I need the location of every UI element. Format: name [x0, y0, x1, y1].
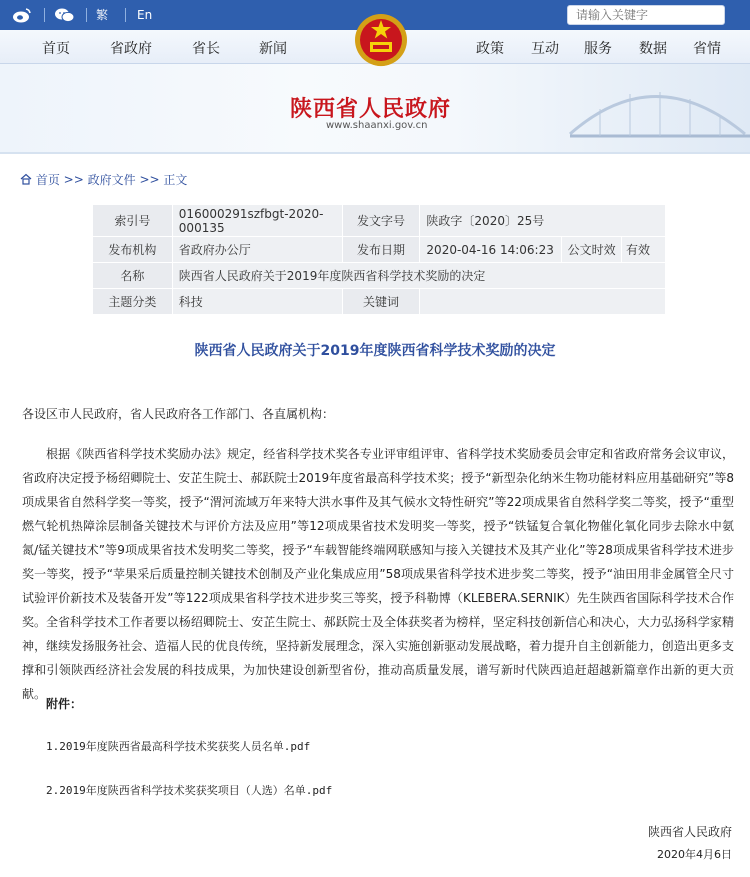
meta-keyword-label: 关键词 [342, 289, 420, 315]
meta-issuer-label: 发布机构 [93, 237, 173, 263]
nav-item-policy[interactable]: 政策 [476, 41, 504, 57]
article-paragraph: 根据《陕西省科学技术奖励办法》规定，经省科学技术奖各专业评审组评审、省科学技术奖励委员会审定和省政府常务会议审议，省政府决定授予杨绍卿院士、安芷生院士、郝跃院士2019年度省最高科学技术奖；授予“新型杂化纳米生物功能材料应用基础研究”等8项成果省自然科学奖一等奖，授予“渭河流域万年来特大洪水事件及其气候水文特性研究”等22项成果省自然科学奖二等奖，授予“重型燃气轮机热障涂层制备关键技术与评价方法及应用”等12项成果省技术发明奖一等奖，授予“铁锰复合氧化物催化氧化同步去除水中氨氮/锰关键技术”等9项成果省技术发明奖二等奖，授予“车载智能终端网联感知与接入关键技术及其产业化”等28项成果省科学技术进步奖一等奖，授予“苹果采后质量控制关键技术创制及产业化集成应用”58项成果省科学技术进步奖二等奖，授予“油田用非金属管全尺寸试验评价新技术及装备开发”等122项成果省科学技术进步奖三等奖，授予科勒博（KLEBERA.SERNIK）先生陕西省国际科学技术合作奖。 [22, 447, 734, 629]
national-emblem [353, 12, 409, 72]
meta-name-label: 名称 [93, 263, 173, 289]
site-title: 陕西省人民政府 [290, 96, 452, 122]
nav-item-services[interactable]: 服务 [584, 41, 612, 57]
attachment-link[interactable]: 2.2019年度陕西省科学技术奖获奖项目（人选）名单.pdf [46, 784, 333, 797]
breadcrumb [20, 171, 187, 188]
meta-doc-no-label: 发文字号 [342, 205, 420, 237]
attachments-heading: 附件： [46, 697, 83, 711]
breadcrumb-separator: >> [139, 172, 160, 187]
header-divider [0, 152, 750, 154]
wechat-icon[interactable] [54, 6, 76, 24]
meta-doc-no-value: 陕政字〔2020〕25号 [420, 205, 666, 237]
nav-item-news[interactable]: 新闻 [259, 41, 287, 57]
breadcrumb-separator: >> [63, 172, 84, 187]
meta-topic-label: 主题分类 [93, 289, 173, 315]
nav-item-government[interactable]: 省政府 [110, 41, 152, 57]
document-meta-table [92, 204, 666, 315]
nav-item-interaction[interactable]: 互动 [531, 41, 559, 57]
meta-name-value: 陕西省人民政府关于2019年度陕西省科学技术奖励的决定 [172, 263, 665, 289]
lang-traditional-link[interactable]: 繁 [96, 8, 109, 22]
meta-topic-value: 科技 [172, 289, 342, 315]
attachment-link[interactable]: 1.2019年度陕西省最高科学技术奖获奖人员名单.pdf [46, 740, 311, 753]
lang-english-link[interactable]: En [137, 8, 153, 22]
search-input[interactable] [576, 6, 716, 24]
meta-validity-value: 有效 [622, 237, 666, 263]
meta-date-label: 发布日期 [342, 237, 420, 263]
nav-item-home[interactable]: 首页 [42, 41, 70, 57]
search-box [567, 5, 725, 25]
meta-keyword-value [420, 289, 666, 315]
bridge-illustration [560, 64, 750, 152]
nav-item-data[interactable]: 数据 [639, 41, 667, 57]
meta-date-value: 2020-04-16 14:06:23 [420, 237, 562, 263]
sign-date: 2020年4月6日 [657, 848, 732, 861]
meta-index-value: 016000291szfbgt-2020-000135 [172, 205, 342, 237]
article-paragraph: 全省科学技术工作者要以杨绍卿院士、安芷生院士、郝跃院士及全体获奖者为榜样，坚定科技创新信心和决心，大力弘扬科学家精神，继续发扬服务社会、造福人民的优良传统，坚持新发展理念，深入实施创新驱动发展战略，着力提升自主创新能力，创造出更多支撑和引领陕西经济社会发展的科技成果，为加快建设创新型省份，推动高质量发展，谱写新时代陕西追赶超越新篇章作出新的更大贡献。 [22, 615, 734, 701]
article-salutation: 各设区市人民政府，省人民政府各工作部门、各直属机构： [22, 407, 335, 421]
meta-issuer-value: 省政府办公厅 [172, 237, 342, 263]
meta-validity-label: 公文时效 [562, 237, 622, 263]
weibo-icon[interactable] [12, 6, 32, 24]
breadcrumb-current: 正文 [163, 173, 188, 187]
nav-item-province-info[interactable]: 省情 [693, 41, 721, 57]
signer: 陕西省人民政府 [647, 825, 732, 839]
nav-item-governor[interactable]: 省长 [192, 41, 220, 57]
article-title: 陕西省人民政府关于2019年度陕西省科学技术奖励的决定 [194, 343, 556, 359]
breadcrumb-home[interactable]: 首页 [35, 173, 60, 187]
breadcrumb-section[interactable]: 政府文件 [87, 173, 136, 187]
home-icon [20, 173, 36, 187]
site-url: www.shaanxi.gov.cn [326, 120, 428, 131]
meta-index-label: 索引号 [93, 205, 173, 237]
